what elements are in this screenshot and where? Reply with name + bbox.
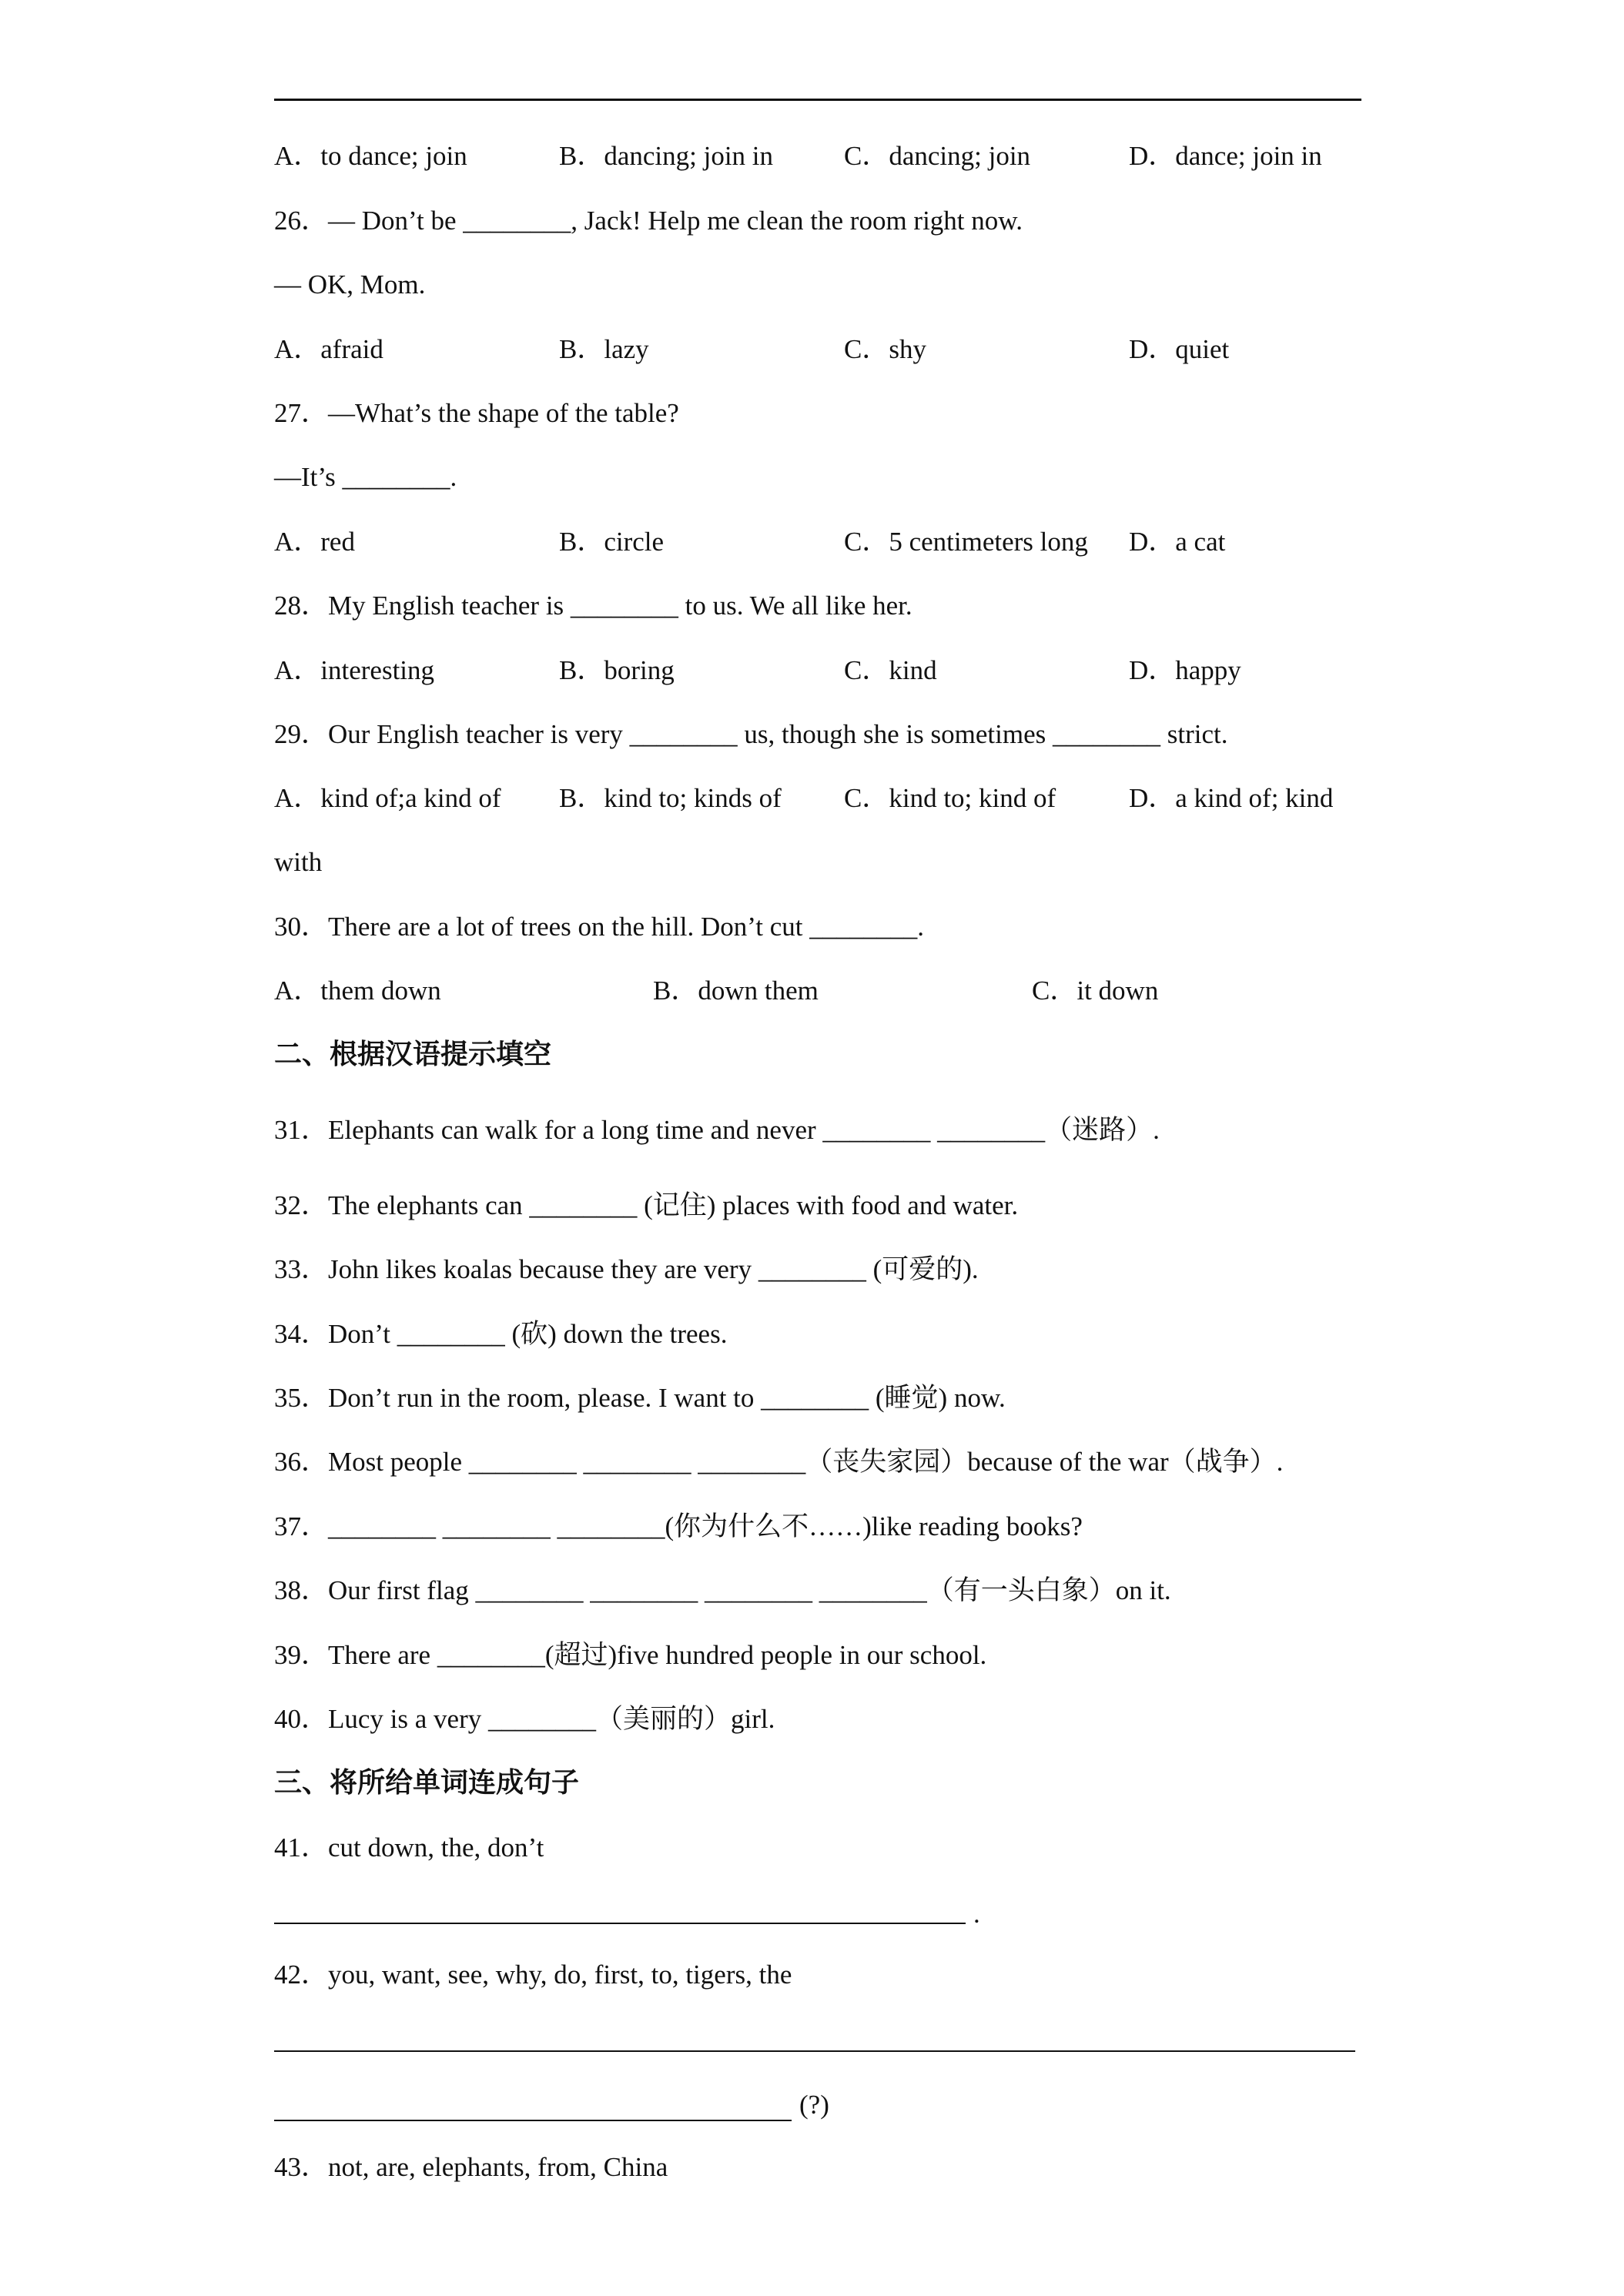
section-3-title: 三、将所给单词连成句子 xyxy=(274,1767,580,1799)
q25-option-b: B．dancing; join in xyxy=(559,141,774,171)
q42-answer-line-1 xyxy=(274,2050,1355,2052)
q25-option-d: D．dance; join in xyxy=(1129,141,1322,171)
q32: 32．The elephants can ________ (记住) places with food and water. xyxy=(274,1190,1019,1220)
q39: 39．There are ________(超过)five hundred people in our school. xyxy=(274,1640,987,1670)
q27-option-d: D．a cat xyxy=(1129,527,1226,557)
q28-option-a: A．interesting xyxy=(274,655,435,685)
q29-option-d-wrap: with xyxy=(274,847,323,877)
q42-end-mark: (?) xyxy=(799,2090,829,2120)
q27-reply: —It’s ________. xyxy=(274,462,457,492)
q28-option-c: C．kind xyxy=(844,655,937,685)
q30-stem: 30．There are a lot of trees on the hill. Don’t cut ________. xyxy=(274,912,924,942)
q27-option-a: A．red xyxy=(274,527,355,557)
q28-option-b: B．boring xyxy=(559,655,675,685)
q41-end-mark: . xyxy=(973,1899,980,1929)
q29-option-a: A．kind of;a kind of xyxy=(274,783,501,813)
q31: 31．Elephants can walk for a long time and never ________ ________（迷路）. xyxy=(274,1115,1160,1145)
q28-option-d: D．happy xyxy=(1129,655,1241,685)
q28-stem: 28．My English teacher is ________ to us. We all like her. xyxy=(274,591,912,621)
q29-option-d: D．a kind of; kind xyxy=(1129,783,1334,813)
q41: 41．cut down, the, don’t xyxy=(274,1832,544,1863)
q29-option-c: C．kind to; kind of xyxy=(844,783,1056,813)
q33: 33．John likes koalas because they are very ________ (可爱的). xyxy=(274,1254,979,1284)
header-rule xyxy=(274,99,1361,101)
q37: 37．________ ________ ________(你为什么不……)like reading books? xyxy=(274,1511,1083,1541)
q29-stem: 29．Our English teacher is very ________ us, though she is sometimes ________ strict. xyxy=(274,719,1228,749)
q25-option-a: A．to dance; join xyxy=(274,141,467,171)
q26-reply: — OK, Mom. xyxy=(274,269,426,300)
q27-option-c: C．5 centimeters long xyxy=(844,527,1088,557)
q30-option-a: A．them down xyxy=(274,976,441,1006)
q35: 35．Don’t run in the room, please. I want to ________ (睡觉) now. xyxy=(274,1383,1006,1413)
q30-option-b: B．down them xyxy=(653,976,819,1006)
section-2-title: 二、根据汉语提示填空 xyxy=(274,1039,552,1070)
q41-answer-line xyxy=(274,1923,966,1924)
q43: 43．not, are, elephants, from, China xyxy=(274,2152,668,2182)
q27-option-b: B．circle xyxy=(559,527,665,557)
q40: 40．Lucy is a very ________（美丽的）girl. xyxy=(274,1704,775,1734)
q29-option-b: B．kind to; kinds of xyxy=(559,783,782,813)
q38: 38．Our first flag ________ ________ ________ ________（有一头白象）on it. xyxy=(274,1575,1171,1605)
q26-option-a: A．afraid xyxy=(274,334,383,364)
q27-stem: 27．—What’s the shape of the table? xyxy=(274,398,679,428)
q26-option-b: B．lazy xyxy=(559,334,649,364)
q26-option-c: C．shy xyxy=(844,334,926,364)
q25-option-c: C．dancing; join xyxy=(844,141,1031,171)
q42: 42．you, want, see, why, do, first, to, tigers, the xyxy=(274,1960,792,1990)
q30-option-c: C．it down xyxy=(1032,976,1159,1006)
q36: 36．Most people ________ ________ ________（丧失家园）because of the war（战争）. xyxy=(274,1447,1284,1477)
q26-stem: 26．— Don’t be ________, Jack! Help me clean the room right now. xyxy=(274,206,1023,236)
q34: 34．Don’t ________ (砍) down the trees. xyxy=(274,1319,728,1349)
q26-option-d: D．quiet xyxy=(1129,334,1230,364)
q42-answer-line-2 xyxy=(274,2120,792,2121)
